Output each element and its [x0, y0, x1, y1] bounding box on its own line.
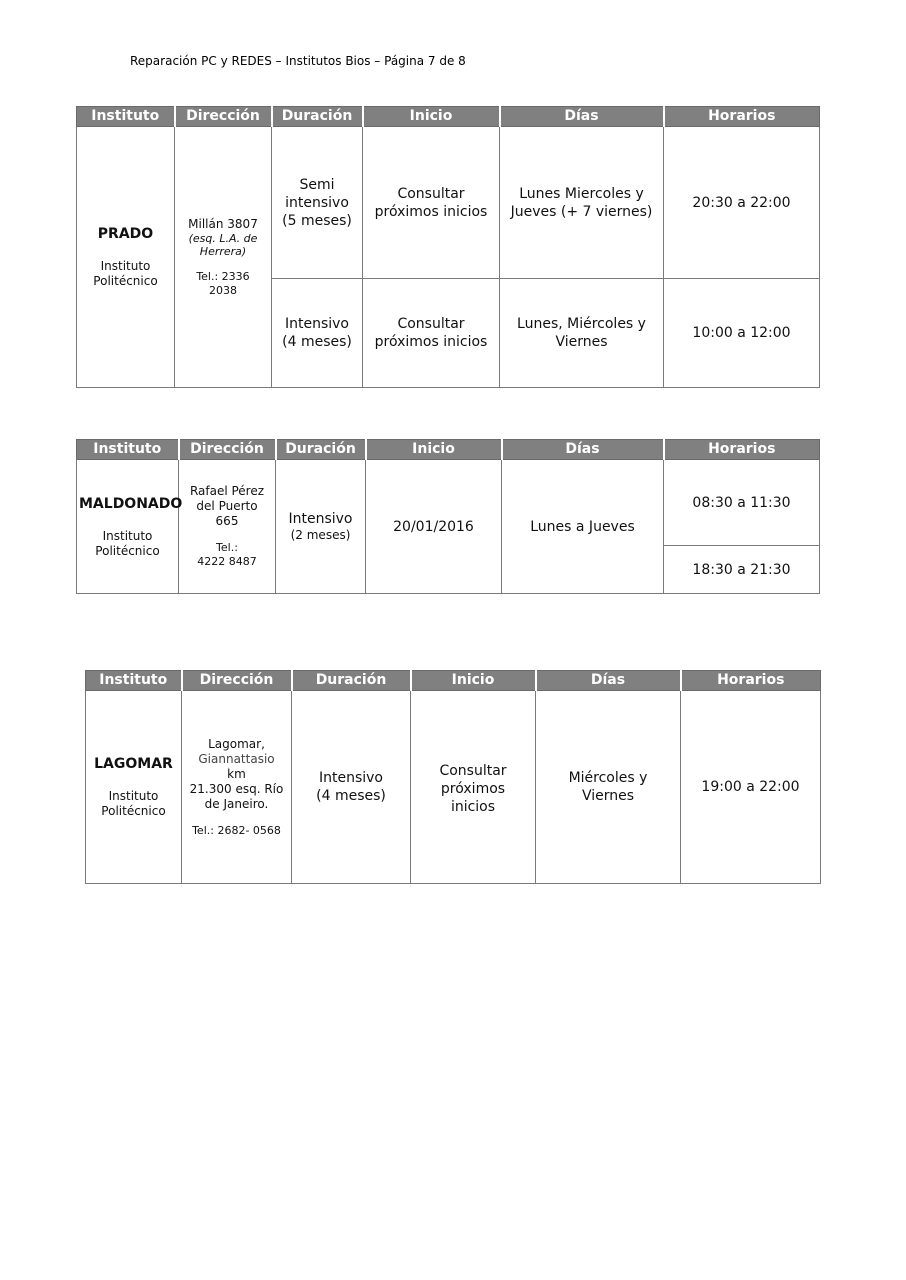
instituto-sub: Instituto — [100, 259, 151, 273]
address-note: (esq. L.A. de — [188, 231, 258, 245]
direccion-cell — [175, 127, 272, 388]
address-line: Millán 3807 — [188, 216, 258, 231]
address-street: Giannattasio — [198, 751, 275, 766]
address-line: del Puerto 665 — [196, 499, 258, 528]
inicio-cell — [363, 127, 500, 279]
inicio-line: próximos inicios — [374, 334, 488, 350]
inicio-line: Consultar — [397, 185, 465, 202]
duracion-cell — [272, 279, 363, 388]
col-header-inicio: Inicio — [366, 440, 502, 460]
col-header-duracion: Duración — [292, 671, 411, 691]
dias-line: Viernes — [555, 334, 608, 350]
table-row — [77, 460, 820, 546]
col-header-inicio: Inicio — [363, 107, 500, 127]
col-header-duracion: Duración — [276, 440, 366, 460]
duracion-cell — [272, 127, 363, 279]
instituto-name: LAGOMAR — [94, 756, 173, 772]
header-row — [77, 107, 820, 127]
duracion-detail: (2 meses) — [290, 528, 351, 542]
duracion-line: (5 meses) — [282, 212, 352, 229]
col-header-duracion: Duración — [272, 107, 363, 127]
inicio-line: Consultar — [397, 316, 465, 332]
col-header-inicio: Inicio — [411, 671, 536, 691]
address-line: de Janeiro. — [204, 796, 269, 811]
duracion-line: (4 meses) — [282, 334, 352, 350]
phone-number: Tel.: 2336 2038 — [196, 269, 250, 297]
schedule-table-maldonado — [76, 439, 820, 594]
instituto-name: PRADO — [97, 226, 154, 242]
dias-cell: Miércoles y Viernes — [536, 691, 681, 884]
page-header: Reparación PC y REDES – Institutos Bios – Página 7 de 8 — [130, 54, 466, 68]
instituto-cell — [77, 460, 183, 594]
dias-line: Lunes Miercoles y — [519, 185, 644, 202]
dias-cell: Lunes a Jueves — [502, 460, 664, 594]
duracion-line: intensivo — [285, 194, 349, 211]
horario-cell: 20:30 a 22:00 — [664, 127, 820, 279]
address-line: Lagomar, — [208, 736, 265, 751]
duracion-line: Intensivo — [288, 511, 353, 527]
phone-number: Tel.: 2682- 0568 — [192, 823, 281, 837]
phone-number: 4222 8487 — [197, 555, 257, 568]
duracion-line: (4 meses) — [316, 788, 386, 804]
col-header-horarios: Horarios — [664, 440, 820, 460]
inicio-line: Consultar — [439, 763, 507, 779]
header-row — [77, 440, 820, 460]
dias-cell — [500, 279, 664, 388]
address-line: 21.300 esq. Río — [189, 781, 284, 796]
direccion-cell — [179, 460, 276, 594]
table-row — [77, 127, 820, 279]
instituto-name: MALDONADO — [79, 495, 183, 512]
schedule-table-lagomar — [85, 670, 821, 884]
col-header-horarios: Horarios — [681, 671, 821, 691]
duracion-line: Semi — [299, 176, 335, 193]
instituto-sub: Instituto — [102, 528, 153, 543]
horario-cell: 10:00 a 12:00 — [664, 279, 820, 388]
inicio-cell — [363, 279, 500, 388]
inicio-cell — [411, 691, 536, 884]
col-header-direccion: Dirección — [179, 440, 276, 460]
duracion-line: Intensivo — [284, 316, 349, 332]
inicio-line: próximos inicios — [440, 781, 506, 815]
col-header-direccion: Dirección — [175, 107, 272, 127]
horario-cell: 08:30 a 11:30 — [664, 460, 820, 546]
duracion-cell — [292, 691, 411, 884]
inicio-line: próximos inicios — [374, 203, 488, 220]
duracion-line: Intensivo — [318, 770, 383, 786]
phone-label: Tel.: — [216, 541, 238, 554]
schedule-table-prado — [76, 106, 820, 388]
col-header-dias: Días — [536, 671, 681, 691]
horario-cell: 19:00 a 22:00 — [681, 691, 821, 884]
instituto-sub: Politécnico — [101, 804, 166, 818]
inicio-cell: 20/01/2016 — [366, 460, 502, 594]
col-header-instituto: Instituto — [77, 440, 179, 460]
instituto-sub: Politécnico — [93, 274, 158, 288]
instituto-sub: Politécnico — [95, 543, 160, 558]
direccion-cell — [182, 691, 292, 884]
dias-line: Lunes, Miércoles y — [517, 316, 646, 332]
address-km: km — [227, 766, 246, 781]
address-note: Herrera) — [199, 244, 247, 258]
col-header-instituto: Instituto — [77, 107, 175, 127]
address-line — [188, 752, 285, 782]
col-header-dias: Días — [500, 107, 664, 127]
col-header-instituto: Instituto — [86, 671, 182, 691]
col-header-direccion: Dirección — [182, 671, 292, 691]
instituto-cell — [77, 127, 175, 388]
table-row — [86, 691, 821, 884]
dias-cell — [500, 127, 664, 279]
dias-line: Jueves (+ 7 viernes) — [510, 203, 653, 220]
address-line: Rafael Pérez — [189, 484, 265, 498]
instituto-sub: Instituto — [108, 789, 159, 803]
duracion-cell — [276, 460, 366, 594]
header-row — [86, 671, 821, 691]
col-header-dias: Días — [502, 440, 664, 460]
horario-cell: 18:30 a 21:30 — [664, 546, 820, 594]
col-header-horarios: Horarios — [664, 107, 820, 127]
instituto-cell — [86, 691, 182, 884]
